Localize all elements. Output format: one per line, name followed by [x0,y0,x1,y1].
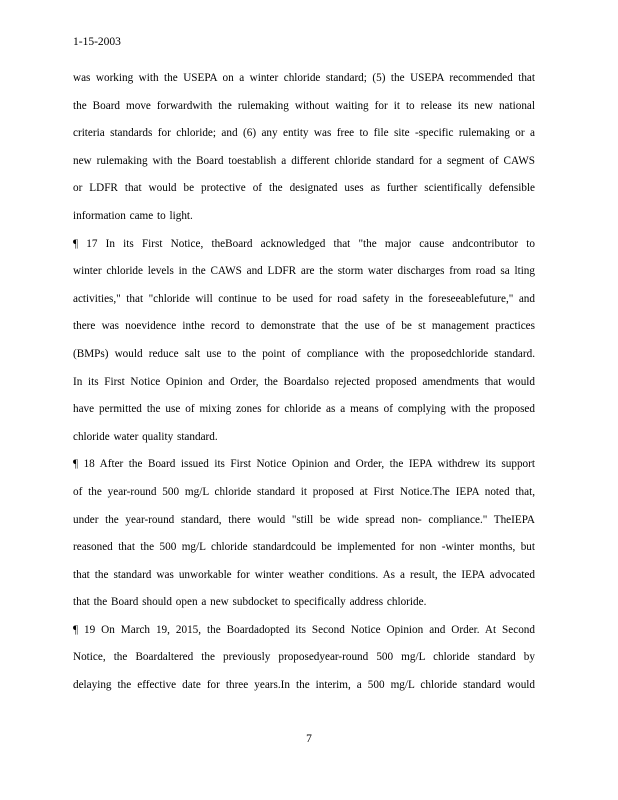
text-line: delaying the effective date for three years.In the interim, a 500 mg/L chloride standard would [73,679,535,692]
header-date: 1-15-2003 [73,36,121,48]
text-line: under the year-round standard, there would "still be wide spread non- compliance." TheIEPA [73,513,535,526]
text-line: new rulemaking with the Board toestablish a different chloride standard for a segment of CAWS [73,154,535,167]
text-line: In its First Notice Opinion and Order, the Boardalso rejected proposed amendments that would [73,375,535,388]
text-line: activities," that "chloride will continue to be used for road safety in the foreseeablefuture," and [73,292,535,305]
text-line: that the standard was unworkable for winter weather conditions. As a result, the IEPA advocated [73,568,535,581]
text-line: information came to light. [73,209,193,222]
text-line: reasoned that the 500 mg/L chloride standardcould be implemented for non -winter months, but [73,541,535,554]
text-line: (BMPs) would reduce salt use to the point of compliance with the proposedchloride standard. [73,347,535,360]
text-line: that the Board should open a new subdocket to specifically address chloride. [73,596,427,609]
text-line: of the year-round 500 mg/L chloride standard it proposed at First Notice.The IEPA noted that, [73,485,535,498]
text-line: ¶ 17 In its First Notice, theBoard acknowledged that "the major cause andcontributor to [73,237,535,250]
page-number: 7 [306,733,312,745]
text-line: there was noevidence inthe record to demonstrate that the use of be st management practices [73,320,535,333]
text-line: have permitted the use of mixing zones for chloride as a means of complying with the proposed [73,403,535,416]
text-line: chloride water quality standard. [73,430,218,443]
text-line: winter chloride levels in the CAWS and LDFR are the storm water discharges from road sa lting [73,265,535,278]
text-line: ¶ 18 After the Board issued its First Notice Opinion and Order, the IEPA withdrew its support [73,458,535,471]
text-line: criteria standards for chloride; and (6) any entity was free to file site -specific rulemaking or a [73,127,535,140]
text-line: the Board move forwardwith the rulemaking without waiting for it to release its new national [73,99,535,112]
text-line: Notice, the Boardaltered the previously proposedyear-round 500 mg/L chloride standard by [73,651,535,664]
text-line: or LDFR that would be protective of the designated uses as further scientifically defensible [73,182,535,195]
text-line: was working with the USEPA on a winter chloride standard; (5) the USEPA recommended that [73,72,535,84]
body-text [73,68,535,703]
text-line: ¶ 19 On March 19, 2015, the Boardadopted its Second Notice Opinion and Order. At Second [73,623,535,636]
